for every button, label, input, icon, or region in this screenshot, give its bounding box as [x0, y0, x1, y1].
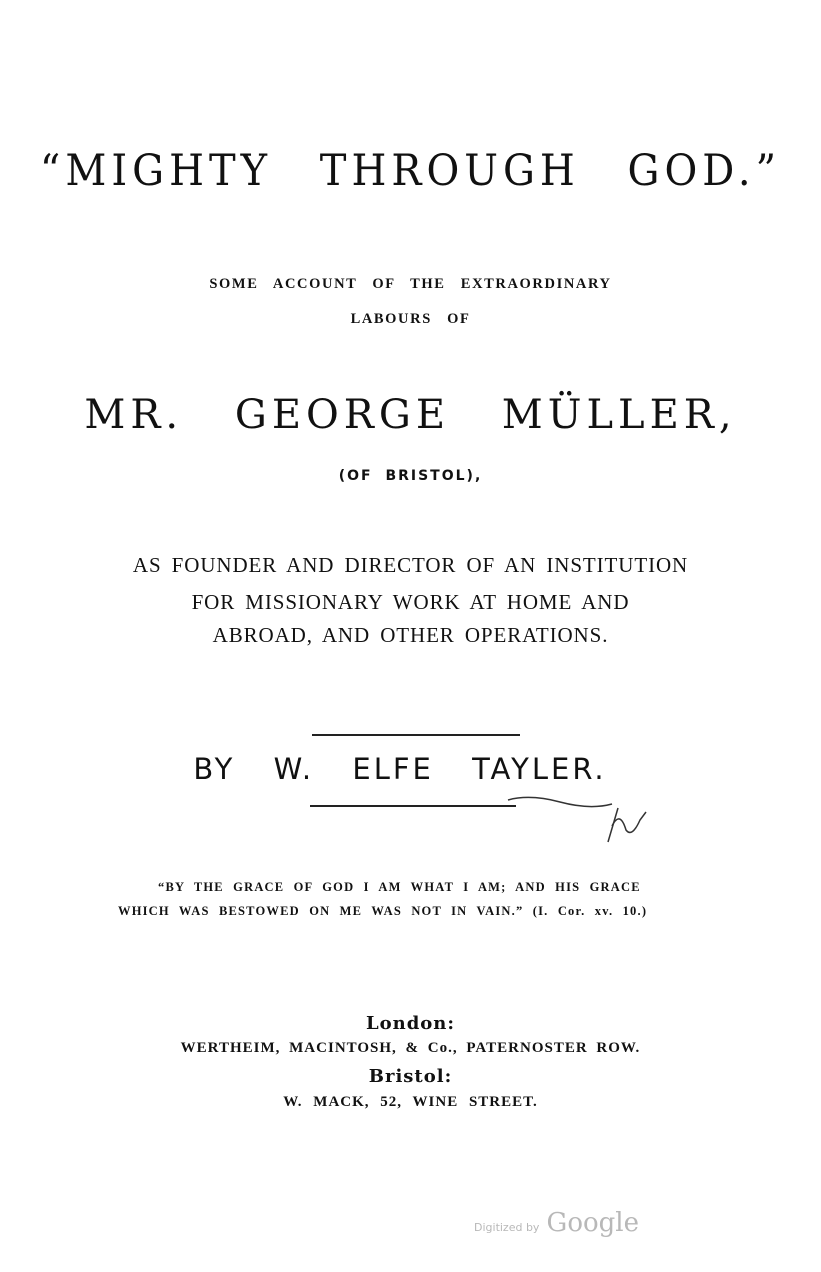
rule-below-author [310, 805, 516, 807]
subtitle-line-1: SOME ACCOUNT OF THE EXTRAORDINARY [209, 276, 612, 292]
google-logo: Google [546, 1208, 639, 1238]
description-line-2: FOR MISSIONARY WORK AT HOME AND [191, 590, 630, 614]
subject-name: MR. GEORGE MÜLLER, [84, 392, 737, 438]
book-title: “MIGHTY THROUGH GOD.” [39, 146, 782, 196]
imprint-publisher-bristol: W. MACK, 52, WINE STREET. [283, 1094, 538, 1110]
description-line-3: ABROAD, AND OTHER OPERATIONS. [212, 623, 609, 647]
handwritten-mark [500, 790, 660, 850]
description-line-1: AS FOUNDER AND DIRECTOR OF AN INSTITUTION [132, 553, 689, 577]
subtitle-line-2: LABOURS OF [350, 311, 471, 327]
imprint-city-bristol: Bristol: [368, 1066, 453, 1087]
digitized-watermark [474, 1208, 639, 1238]
epigraph-line-2: WHICH WAS BESTOWED ON ME WAS NOT IN VAIN.” (I. Cor. xv. 10.) [118, 904, 648, 918]
watermark-prefix: Digitized by [474, 1221, 540, 1234]
epigraph-line-1: “BY THE GRACE OF GOD I AM WHAT I AM; AND HIS GRACE [158, 880, 641, 894]
imprint-city-london: London: [365, 1013, 456, 1034]
author-line: BY W. ELFE TAYLER. [193, 752, 607, 786]
imprint-publisher-london: WERTHEIM, MACINTOSH, & Co., PATERNOSTER ROW. [180, 1040, 641, 1056]
rule-above-author [312, 734, 520, 736]
subject-location: (OF BRISTOL), [338, 468, 483, 484]
